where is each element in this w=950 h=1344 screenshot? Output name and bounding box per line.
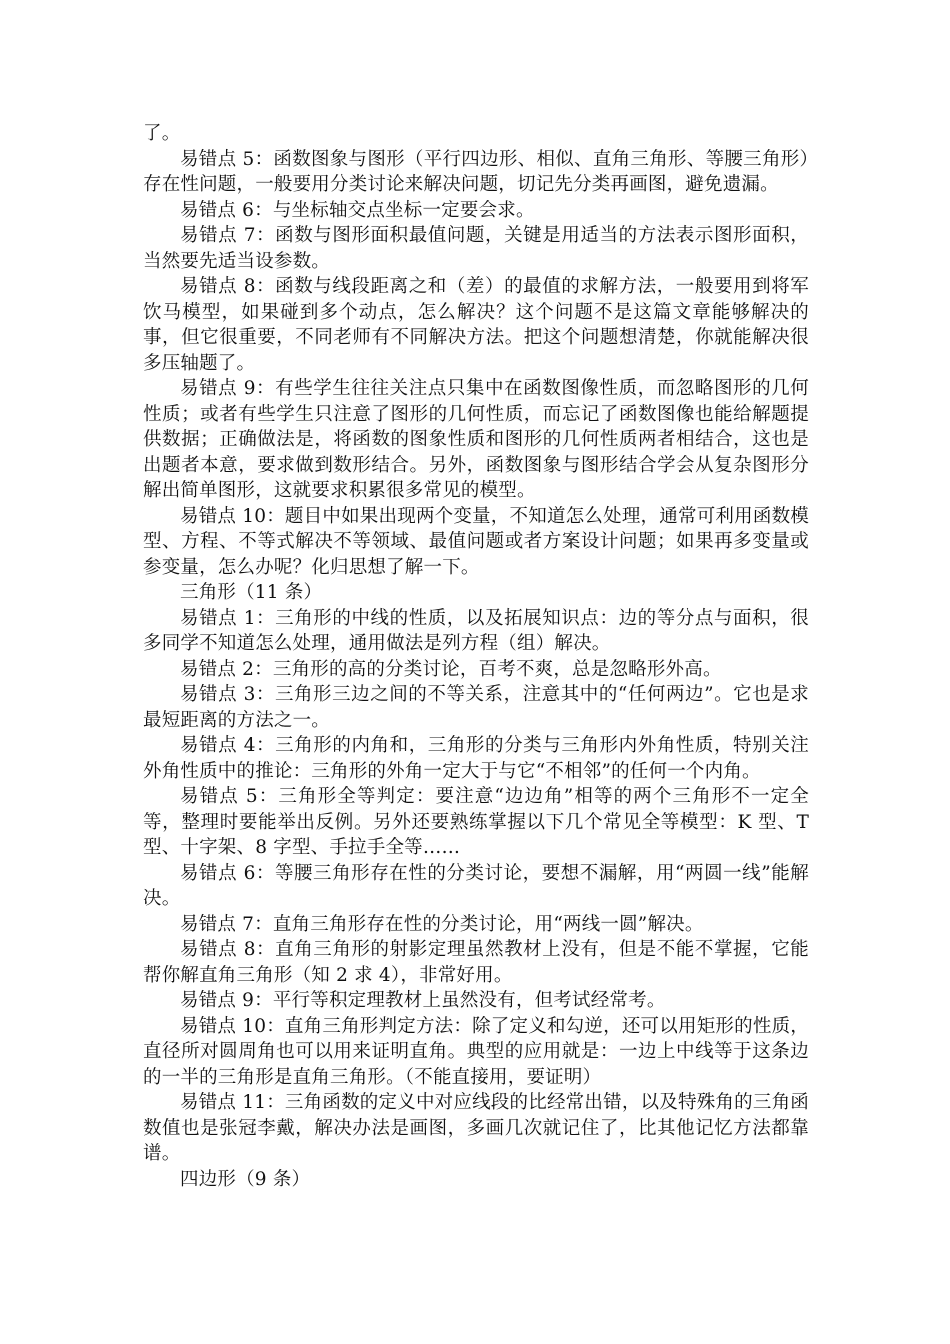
paragraph-triangle-point-10: 易错点 10：直角三角形判定方法：除了定义和勾逆，还可以用矩形的性质，直径所对圆周角也可以用来证明直角。典型的应用就是：一边上中线等于这条边的一半的三角形是直角三角形。（不能直接用，要证明） bbox=[143, 1015, 809, 1088]
section-heading-triangle: 三角形（11 条） bbox=[180, 582, 323, 603]
paragraph-triangle-point-9: 易错点 9：平行等积定理教材上虽然没有，但考试经常考。 bbox=[180, 990, 666, 1011]
paragraph-triangle-point-11: 易错点 11：三角函数的定义中对应线段的比经常出错，以及特殊角的三角函数值也是张冠李戴，解决办法是画图，多画几次就记住了，比其他记忆方法都靠谱。 bbox=[143, 1092, 809, 1164]
section-heading-quadrilateral: 四边形（9 条） bbox=[180, 1168, 311, 1190]
paragraph-triangle-point-5: 易错点 5：三角形全等判定：要注意“边边角”相等的两个三角形不一定全等，整理时要能举出反例。另外还要熟练掌握以下几个常见全等模型：K 型、T 型、十字架、8 字型、手拉手全等…… bbox=[143, 786, 809, 858]
paragraph-triangle-point-3: 易错点 3：三角形三边之间的不等关系，注意其中的“任何两边”。它也是求最短距离的方法之一。 bbox=[143, 684, 809, 731]
paragraph-triangle-point-4: 易错点 4：三角形的内角和，三角形的分类与三角形内外角性质，特别关注外角性质中的推论：三角形的外角一定大于与它“不相邻”的任何一个内角。 bbox=[143, 735, 809, 782]
paragraph-error-point-5: 易错点 5：函数图象与图形（平行四边形、相似、直角三角形、等腰三角形）存在性问题，一般要用分类讨论来解决问题，切记先分类再画图，避免遗漏。 bbox=[143, 148, 809, 195]
paragraph-error-point-8: 易错点 8：函数与线段距离之和（差）的最值的求解方法，一般要用到将军饮马模型，如果碰到多个动点，怎么解决？这个问题不是这篇文章能够解决的事，但它很重要，不同老师有不同解决方法。把这个问题想清楚，你就能解决很多压轴题了。 bbox=[143, 276, 809, 374]
paragraph-error-point-6: 易错点 6：与坐标轴交点坐标一定要会求。 bbox=[180, 199, 535, 221]
paragraph-continuation: 了。 bbox=[143, 123, 181, 144]
paragraph-triangle-point-6: 易错点 6：等腰三角形存在性的分类讨论，要想不漏解，用“两圆一线”能解决。 bbox=[143, 862, 809, 909]
paragraph-triangle-point-7: 易错点 7：直角三角形存在性的分类讨论，用“两线一圆”解决。 bbox=[180, 913, 704, 935]
paragraph-error-point-10: 易错点 10：题目中如果出现两个变量，不知道怎么处理，通常可利用函数模型、方程、不等式解决不等领域、最值问题或者方案设计问题；如果再多变量或参变量，怎么办呢？化归思想了解一下。 bbox=[143, 505, 809, 578]
paragraph-error-point-9: 易错点 9：有些学生往往关注点只集中在函数图像性质，而忽略图形的几何性质；或者有些学生只注意了图形的几何性质，而忘记了函数图像也能给解题提供数据；正确做法是，将函数的图象性质和图形的几何性质两者相结合，这也是出题者本意，要求做到数形结合。另外，函数图象与图形结合学会从复杂图形分解出简单图形，这就要求积累很多常见的模型。 bbox=[143, 378, 809, 501]
document-page bbox=[143, 121, 809, 1192]
paragraph-triangle-point-8: 易错点 8：直角三角形的射影定理虽然教材上没有，但是不能不掌握，它能帮你解直角三角形（知 2 求 4），非常好用。 bbox=[143, 939, 809, 986]
paragraph-triangle-point-1: 易错点 1：三角形的中线的性质，以及拓展知识点：边的等分点与面积，很多同学不知道怎么处理，通用做法是列方程（组）解决。 bbox=[143, 607, 809, 654]
paragraph-error-point-7: 易错点 7：函数与图形面积最值问题，关键是用适当的方法表示图形面积，当然要先适当设参数。 bbox=[143, 225, 809, 272]
paragraph-triangle-point-2: 易错点 2：三角形的高的分类讨论，百考不爽，总是忽略形外高。 bbox=[180, 658, 722, 680]
